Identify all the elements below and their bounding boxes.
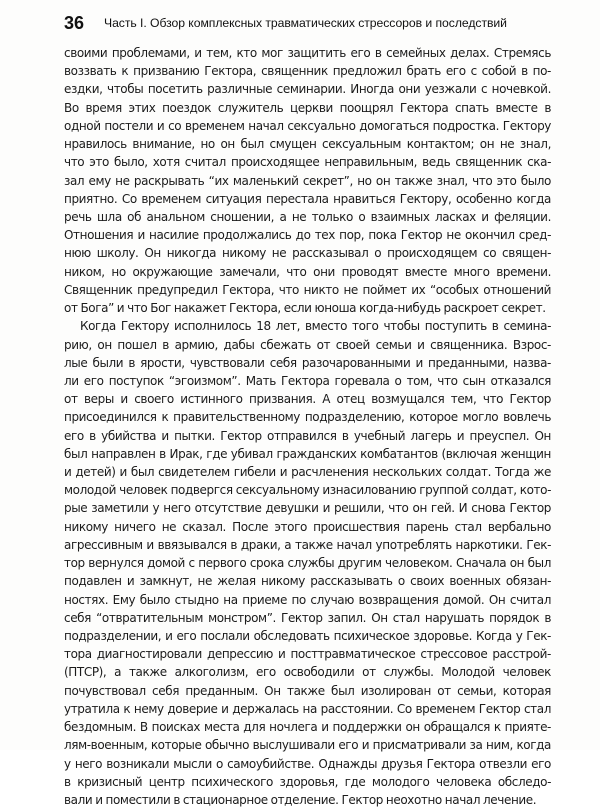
text-line: от Бога” и что Бог накажет Гектора, если юноша когда-нибудь раскроет секрет.	[64, 301, 546, 316]
text-line: молодой человек подвергся сексуальному изнасилованию группой солдат, кото-	[64, 483, 551, 498]
text-line: зал ему не раскрывать “их маленький секрет”, но он также знал, что это было	[64, 173, 551, 188]
text-line: Священник предупредил Гектора, что никто не поймет их “особых отношений	[64, 282, 551, 297]
text-line: Во время этих поездок служитель церкви поощрял Гектора спать вместе в	[64, 100, 551, 115]
text-line: вали и поместили в стационарное отделение. Гектор неохотно начал лечение.	[64, 792, 537, 807]
text-line: тора диагностировали депрессию и посттравматическое стрессовое расстрой-	[64, 647, 551, 662]
text-line: лые были в ярости, чувствовали себя разочарованными и преданными, назва-	[64, 355, 551, 370]
text-line: его в убийства и пытки. Гектор отправился в учебный лагерь и преуспел. Он	[64, 428, 551, 443]
body-text	[64, 44, 551, 809]
text-line: рые заметили у него отсутствие девушки и решили, что он гей. И снова Гектор	[64, 501, 551, 516]
text-line: (ПТСР), а также алкоголизм, его освободили от службы. Молодой человек	[64, 665, 551, 680]
text-line: у него возникали мысли о самоубийстве. Однажды друзья Гектора отвезли его	[64, 756, 551, 771]
text-line: своими проблемами, и тем, кто мог защитить его в семейных делах. Стремясь	[64, 46, 551, 60]
text-line: подразделении, и его послали обследовать психическое здоровье. Когда у Гек-	[64, 629, 551, 643]
text-line: присоединился к правительственному подразделению, которое могло вовлечь	[64, 410, 551, 425]
text-line: одной постели и со временем начал сексуально домогаться подростка. Гектору	[64, 118, 551, 133]
text-line: в кризисный центр психического здоровья, где молодого человека обследо-	[64, 774, 551, 789]
text-line: воззвать к призванию Гектора, священник предложил брать его с собой в по-	[64, 64, 551, 79]
text-line: агрессивным и ввязывался в драки, а также начал употреблять наркотики. Гек-	[64, 537, 551, 552]
text-line: ностях. Ему было стыдно на приеме по случаю возвращения домой. Он считал	[64, 592, 551, 607]
text-line: бездомным. В поисках места для ночлега и поддержки он обращался к прияте-	[64, 720, 551, 735]
paragraph	[64, 44, 551, 317]
text-line: почувствовал себя преданным. Он также был изолирован от семьи, которая	[64, 683, 551, 698]
text-line: подавлен и замкнут, не желая никому рассказывать о своих военных обязан-	[64, 574, 551, 589]
text-line: ником, но окружающие замечали, что они проводят вместе много времени.	[64, 264, 551, 279]
text-line: Когда Гектору исполнилось 18 лет, вместо того чтобы поступить в семина-	[80, 319, 551, 334]
text-line: ли его поступок “эгоизмом”. Мать Гектора горевала о том, что сын отказался	[64, 373, 551, 388]
text-line: от веры и своего истинного призвания. А отец возмущался тем, что Гектор	[64, 392, 551, 407]
text-line: Отношения и насилие продолжались до тех пор, пока Гектор не окончил сред-	[64, 228, 551, 243]
text-line: что это было, хотя считал происходящее неправильным, ведь священник ска-	[64, 155, 551, 170]
text-line: себя “отвратительным монстром”. Гектор запил. Он стал нарушать порядок в	[64, 610, 551, 625]
text-line: утратила к нему доверие и держалась на расстоянии. Со временем Гектор стал	[64, 701, 551, 716]
text-line: лям-военным, которые обычно выслушивали его и присматривали за ним, когда	[64, 738, 551, 753]
text-line: нравилось внимание, но он был смущен сексуальным контактом; он не знал,	[64, 137, 551, 152]
paragraph	[64, 317, 551, 809]
text-line: и детей) и был свидетелем гибели и расчленения нескольких солдат. Тогда же	[64, 465, 551, 480]
page-header	[64, 12, 544, 34]
running-title: Часть I. Обзор комплексных травматических стрессоров и последствий	[104, 16, 507, 30]
text-line: ездки, чтобы посетить различные семинарии. Иногда они уезжали с ночевкой.	[64, 82, 551, 97]
page-number: 36	[64, 13, 85, 33]
text-line: нюю школу. Он никогда никому не рассказывал о происходящем со священ-	[64, 246, 551, 261]
text-line: никому ничего не сказал. После этого происшествия парень стал вербально	[64, 519, 551, 534]
text-line: был направлен в Ирак, где убивал гражданских комбатантов (включая женщин	[64, 446, 551, 461]
text-line: тор вернулся домой с первого срока службы другим человеком. Сначала он был	[64, 556, 551, 571]
text-line: рию, он пошел в армию, дабы сбежать от своей семьи и священника. Взрос-	[64, 337, 551, 352]
text-line: приятно. Со временем ситуация перестала нравиться Гектору, особенно когда	[64, 191, 551, 206]
text-line: речь шла об анальном сношении, а не только о взаимных ласках и феляции.	[64, 209, 551, 224]
